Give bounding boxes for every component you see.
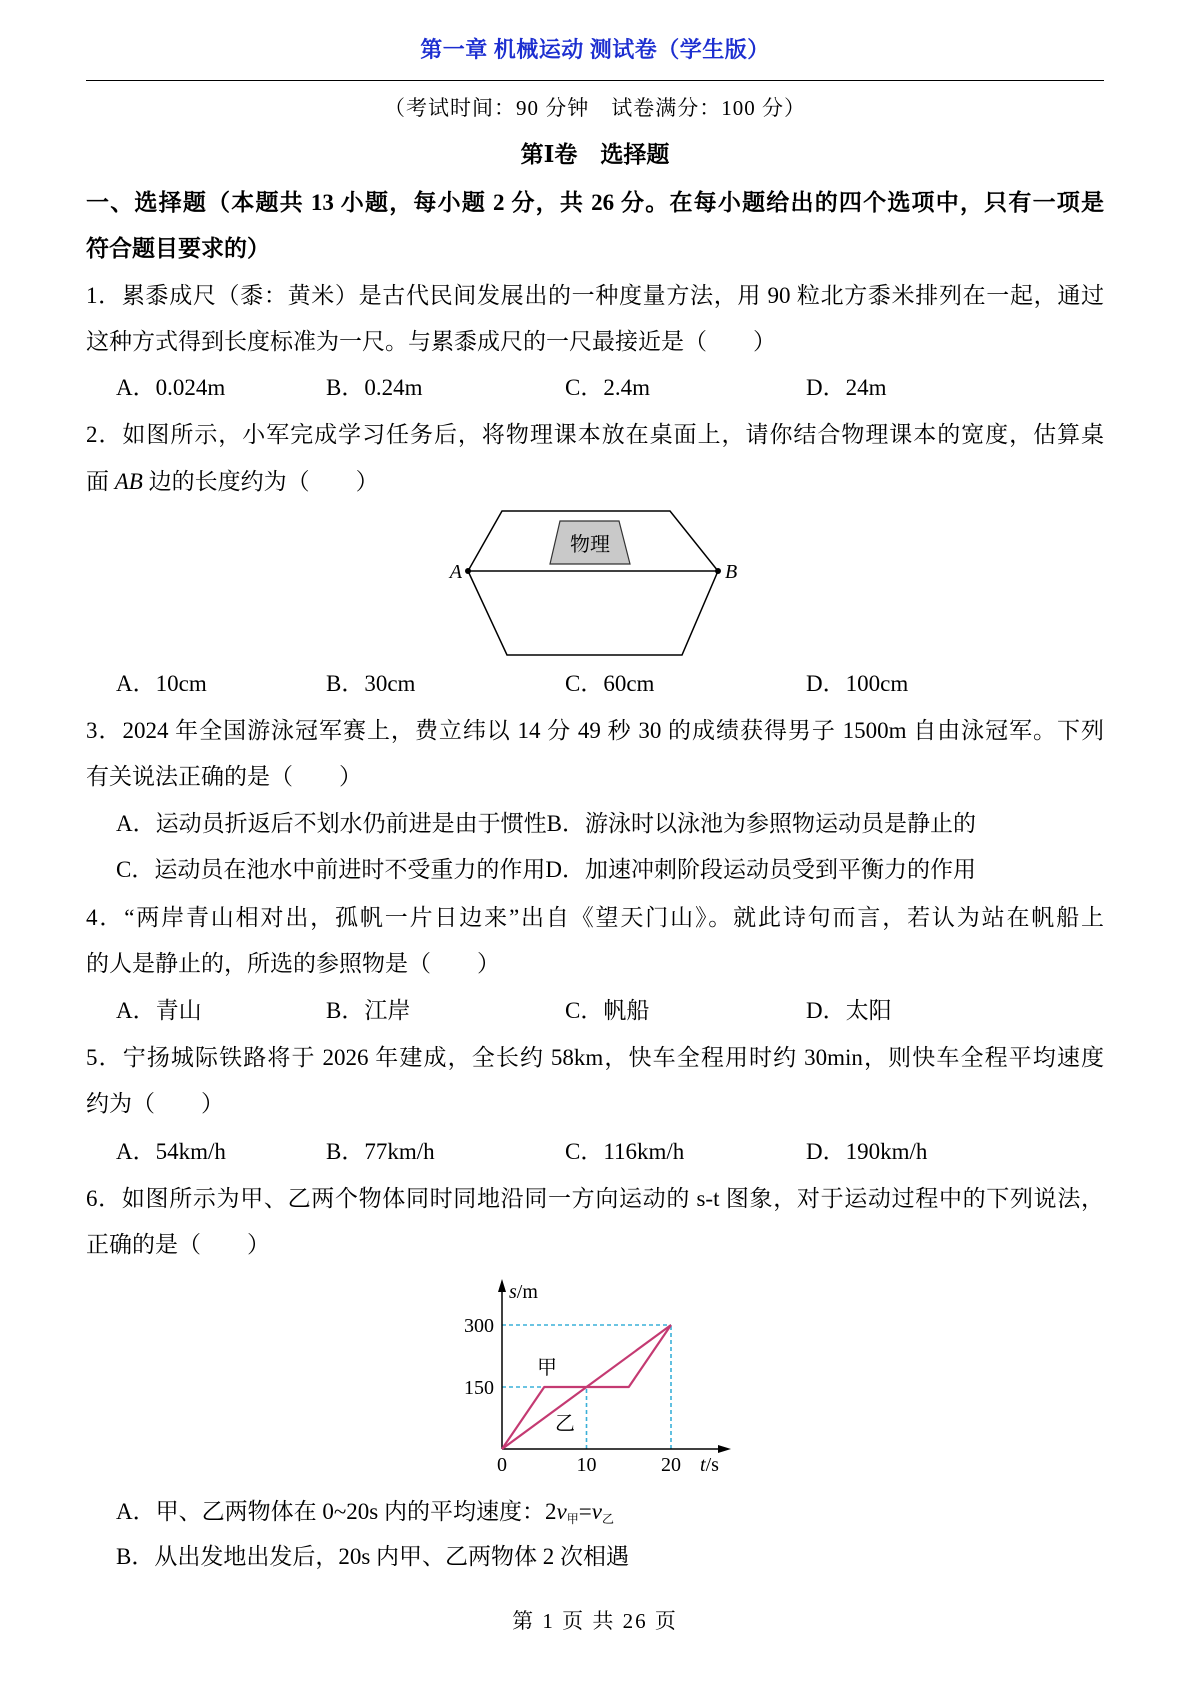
q2-option-a: A．10cm: [116, 671, 207, 696]
section-heading-line-1: 一、选择题（本题共 13 小题，每小题 2 分，共 26 分。在每小题给出的四个选项中，只有一项是: [86, 190, 1104, 215]
q5-stem-line-2: 约为（ ）: [86, 1091, 224, 1116]
q2-table-figure: [440, 495, 760, 670]
y-axis-arrow: [498, 1279, 506, 1292]
point-b-label: B: [725, 561, 738, 583]
q2-stem-text: 边的长度约为（ ）: [142, 469, 379, 494]
q4-option-c: C．帆船: [565, 998, 650, 1023]
q1-option-a: A．0.024m: [116, 375, 226, 400]
q5-option-b: B．77km/h: [326, 1139, 435, 1164]
velocity-subscript: 甲: [566, 1512, 579, 1526]
header-divider: [86, 80, 1104, 81]
q1-stem-line-1: 1．累黍成尺（黍：黄米）是古代民间发展出的一种度量方法，用 90 粒北方黍米排列在一起，通过: [86, 283, 1104, 308]
q1-option-b: B．0.24m: [326, 375, 423, 400]
q4-option-b: B．江岸: [326, 998, 411, 1023]
y-axis-variable: s: [509, 1281, 517, 1303]
q1-option-c: C．2.4m: [565, 375, 650, 400]
q4-option-d: D．太阳: [806, 998, 892, 1023]
series-label-1: 甲: [537, 1357, 557, 1379]
exam-info: （考试时间：90 分钟 试卷满分：100 分）: [384, 96, 806, 120]
q3-option-a: A．运动员折返后不划水仍前进是由于惯性: [116, 811, 547, 836]
q3-option-b: B．游泳时以泳池为参照物运动员是静止的: [546, 811, 976, 836]
section-heading-line-2: 符合题目要求的）: [86, 236, 270, 261]
q4-stem-line-1: 4．“两岸青山相对出，孤帆一片日边来”出自《望天门山》。就此诗句而言，若认为站在帆船上: [86, 905, 1104, 930]
x-axis-arrow: [718, 1445, 731, 1453]
q5-option-c: C．116km/h: [565, 1139, 685, 1164]
q3-option-row-2: [116, 854, 976, 886]
q2-stem-variable: AB: [114, 469, 143, 494]
q1-option-d: D．24m: [806, 375, 887, 400]
series-line-2: [502, 1325, 671, 1449]
q6-stem-line-2: 正确的是（ ）: [86, 1232, 270, 1257]
q6-option-a-text: A．甲、乙两物体在 0~20s 内的平均速度：2: [116, 1499, 557, 1524]
q4-stem-line-2: 的人是静止的，所选的参照物是（ ）: [86, 951, 500, 976]
book-label: 物理: [570, 534, 610, 556]
q2-stem-line-2: [86, 466, 1104, 498]
point-b-dot: [715, 568, 721, 574]
point-a-label: A: [449, 561, 462, 583]
q3-option-d: D．加速冲刺阶段运动员受到平衡力的作用: [545, 857, 976, 882]
q5-option-d: D．190km/h: [806, 1139, 928, 1164]
velocity-symbol: v: [556, 1499, 567, 1524]
q1-stem-line-2: 这种方式得到长度标准为一尺。与累黍成尺的一尺最接近是（ ）: [86, 329, 776, 354]
page-footer: 第 1 页 共 26 页: [512, 1609, 678, 1633]
q4-option-a: A．青山: [116, 998, 202, 1023]
y-axis-title: [509, 1281, 538, 1303]
q6-st-chart: [420, 1270, 750, 1480]
x-tick-label: 20: [661, 1454, 681, 1476]
q6-option-b: B．从出发地出发后，20s 内甲、乙两物体 2 次相遇: [116, 1544, 630, 1569]
q6-option-a: [116, 1496, 614, 1528]
x-tick-label: 0: [497, 1454, 507, 1476]
y-axis-unit: /m: [516, 1281, 538, 1303]
q2-stem-line-1: 2．如图所示，小军完成学习任务后，将物理课本放在桌面上，请你结合物理课本的宽度，估算桌: [86, 422, 1104, 447]
velocity-subscript: 乙: [601, 1512, 614, 1526]
q3-option-c: C．运动员在池水中前进时不受重力的作用: [116, 857, 546, 882]
y-tick-label: 300: [464, 1315, 494, 1337]
x-axis-variable: t: [700, 1454, 706, 1476]
series-label-2: 乙: [555, 1413, 575, 1435]
part-title: 第Ⅰ卷 选择题: [520, 142, 670, 167]
q3-option-row-1: [116, 808, 976, 840]
y-tick-label: 150: [464, 1377, 494, 1399]
x-axis-unit: /s: [705, 1454, 719, 1476]
point-a-dot: [465, 568, 471, 574]
q2-option-b: B．30cm: [326, 671, 416, 696]
q2-option-d: D．100cm: [806, 671, 909, 696]
document-title: 第一章 机械运动 测试卷（学生版）: [420, 37, 770, 62]
q5-stem-line-1: 5．宁扬城际铁路将于 2026 年建成，全长约 58km，快车全程用时约 30min，则快车全程平均速度: [86, 1045, 1104, 1070]
q2-stem-text: 面: [86, 469, 115, 494]
q3-stem-line-2: 有关说法正确的是（ ）: [86, 764, 362, 789]
q3-stem-line-1: 3．2024 年全国游泳冠军赛上，费立纬以 14 分 49 秒 30 的成绩获得男子 1500m 自由泳冠军。下列: [86, 718, 1104, 743]
velocity-symbol: v: [591, 1499, 602, 1524]
x-tick-label: 10: [576, 1454, 597, 1476]
equals-sign: =: [578, 1499, 592, 1524]
q5-option-a: A．54km/h: [116, 1139, 226, 1164]
x-axis-title: [700, 1454, 719, 1476]
q6-stem-line-1: 6．如图所示为甲、乙两个物体同时同地沿同一方向运动的 s-t 图象，对于运动过程中的下列说法，: [86, 1186, 1104, 1211]
q2-option-c: C．60cm: [565, 671, 655, 696]
